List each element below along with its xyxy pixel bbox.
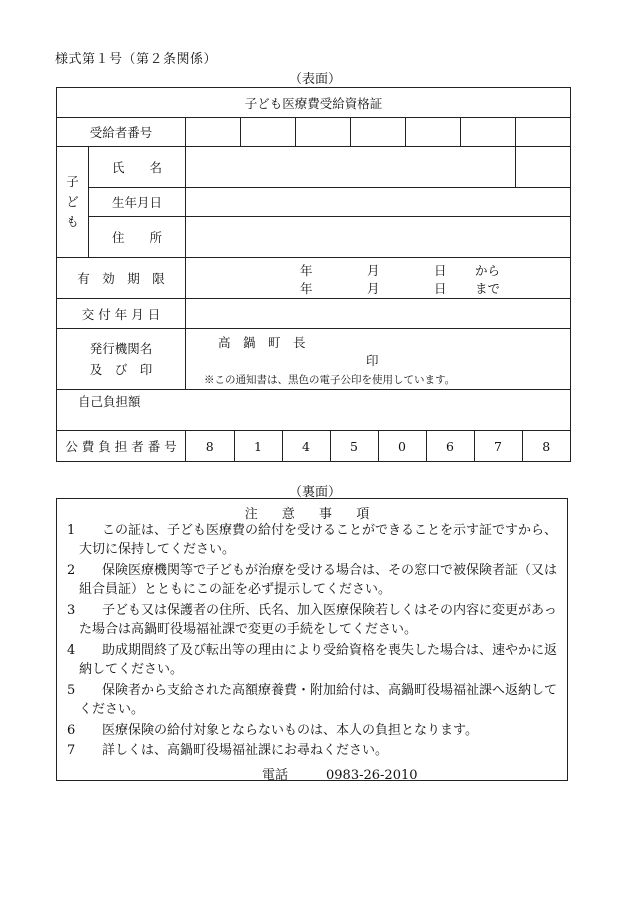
child-label-char-2: ど <box>66 194 79 209</box>
notice-item-4 <box>67 641 567 679</box>
notice-title: 注 意 事 項 <box>244 507 380 522</box>
back-side-label: （裏面） <box>288 485 341 500</box>
notice-item-5 <box>67 681 567 719</box>
payer-digit-1: 8 <box>186 431 234 461</box>
notice-item-1 <box>67 521 567 559</box>
contact-info <box>262 764 418 783</box>
child-label <box>57 147 89 258</box>
seal-note: ※この通知書は、黒色の電子公印を使用しています。 <box>204 374 456 386</box>
payer-digit-3: 4 <box>282 431 330 461</box>
issue-date-field[interactable] <box>186 299 571 329</box>
payer-digit-8: 8 <box>542 438 551 454</box>
notice-item-7 <box>67 741 567 760</box>
copay-field[interactable] <box>57 390 571 431</box>
notice-item-4-line-1: 助成期間終了及び転出等の理由により受給資格を喪失した場合は、速やかに返 <box>89 643 558 658</box>
recipient-number-box-4[interactable] <box>351 118 406 147</box>
issuer-label <box>57 329 186 390</box>
payer-digit-2: 1 <box>234 431 282 461</box>
birthdate-label: 生年月日 <box>89 188 186 217</box>
birthdate-field[interactable] <box>186 188 571 217</box>
recipient-number-box-6[interactable] <box>461 118 516 147</box>
recipient-number-box-5[interactable] <box>406 118 461 147</box>
notice-item-5-line-2: ください。 <box>79 702 145 717</box>
issuer-field <box>186 329 571 390</box>
recipient-number-box-3[interactable] <box>296 118 351 147</box>
address-label: 住 所 <box>89 217 186 258</box>
notice-item-2-line-1: 保険医療機関等で子どもが治療を受ける場合は、その窓口で被保険者証（又は <box>89 563 558 578</box>
notice-item-4-number: 4 <box>67 643 76 658</box>
notice-item-1-line-2: 大切に保持してください。 <box>79 542 236 557</box>
notice-item-6-line-1: 医療保険の給付対象とならないものは、本人の負担となります。 <box>89 723 478 738</box>
valid-to-suffix: まで <box>475 281 501 296</box>
valid-to-day: 日 <box>434 281 447 296</box>
issuer-label-line-1: 発行機関名 <box>89 341 153 356</box>
recipient-number-box-2[interactable] <box>241 118 296 147</box>
name-extra-field[interactable] <box>516 147 571 188</box>
valid-to-month: 月 <box>367 281 380 296</box>
valid-from-month: 月 <box>367 263 380 278</box>
valid-from-day: 日 <box>434 263 447 278</box>
payer-number-row <box>186 431 571 462</box>
payer-digit-5: 0 <box>378 431 426 461</box>
name-field[interactable] <box>186 147 516 188</box>
child-label-char-1: 子 <box>66 174 79 189</box>
copay-label: 自己負担額 <box>78 394 141 409</box>
phone-number[interactable]: 0983-26-2010 <box>326 768 418 783</box>
notice-item-7-line-1: 詳しくは、高鍋町役場福祉課にお尋ねください。 <box>89 743 389 758</box>
valid-period-field[interactable] <box>186 258 571 299</box>
valid-period-label: 有 効 期 限 <box>57 258 186 299</box>
notice-item-1-number: 1 <box>67 523 76 538</box>
payer-number-label: 公 費 負 担 者 番 号 <box>57 431 186 462</box>
recipient-number-box-7[interactable] <box>516 118 571 147</box>
valid-from-suffix: から <box>475 263 501 278</box>
notice-box <box>56 498 568 781</box>
issue-date-label: 交 付 年 月 日 <box>57 299 186 329</box>
notice-item-3-line-2: た場合は高鍋町役場福祉課で変更の手続をしてください。 <box>79 622 418 637</box>
payer-digit-4: 5 <box>330 431 378 461</box>
notice-item-5-line-1: 保険者から支給された高額療養費・附加給付は、高鍋町役場福祉課へ返納して <box>89 683 558 698</box>
notice-item-3-number: 3 <box>67 603 76 618</box>
notice-item-1-line-1: この証は、子ども医療費の給付を受けることができることを示す証ですから、 <box>89 523 558 538</box>
form-number: 様式第１号（第２条関係） <box>55 52 218 67</box>
payer-digit-6: 6 <box>426 431 474 461</box>
recipient-number-label: 受給者番号 <box>57 118 186 147</box>
notice-item-6-number: 6 <box>67 723 76 738</box>
notice-item-3 <box>67 601 567 639</box>
notice-item-7-number: 7 <box>67 743 76 758</box>
phone-label: 電話 <box>262 768 289 783</box>
payer-digit-7: 7 <box>474 431 522 461</box>
front-side-label: （表面） <box>288 72 341 87</box>
issuer-name: 高 鍋 町 長 <box>218 335 306 350</box>
address-field[interactable] <box>186 217 571 258</box>
valid-to-year: 年 <box>300 281 313 296</box>
payer-number-digits <box>186 431 570 461</box>
name-label: 氏 名 <box>89 147 186 188</box>
valid-from-year: 年 <box>300 263 313 278</box>
certificate-front-table <box>56 87 571 462</box>
notice-item-4-line-2: 納してください。 <box>79 662 184 677</box>
notice-item-2 <box>67 561 567 599</box>
issuer-label-line-2: 及 び 印 <box>89 362 153 377</box>
seal-mark: 印 <box>366 353 379 368</box>
notice-item-5-number: 5 <box>67 683 76 698</box>
notice-item-2-line-2: 組合員証）とともにこの証を必ず提示してください。 <box>79 582 392 597</box>
notice-item-6 <box>67 721 567 740</box>
child-label-char-3: も <box>66 214 79 229</box>
notice-item-2-number: 2 <box>67 563 76 578</box>
notice-item-3-line-1: 子ども又は保護者の住所、氏名、加入医療保険若しくはその内容に変更があっ <box>89 603 557 618</box>
certificate-title: 子ども医療費受給資格証 <box>57 88 571 118</box>
recipient-number-box-1[interactable] <box>186 118 241 147</box>
